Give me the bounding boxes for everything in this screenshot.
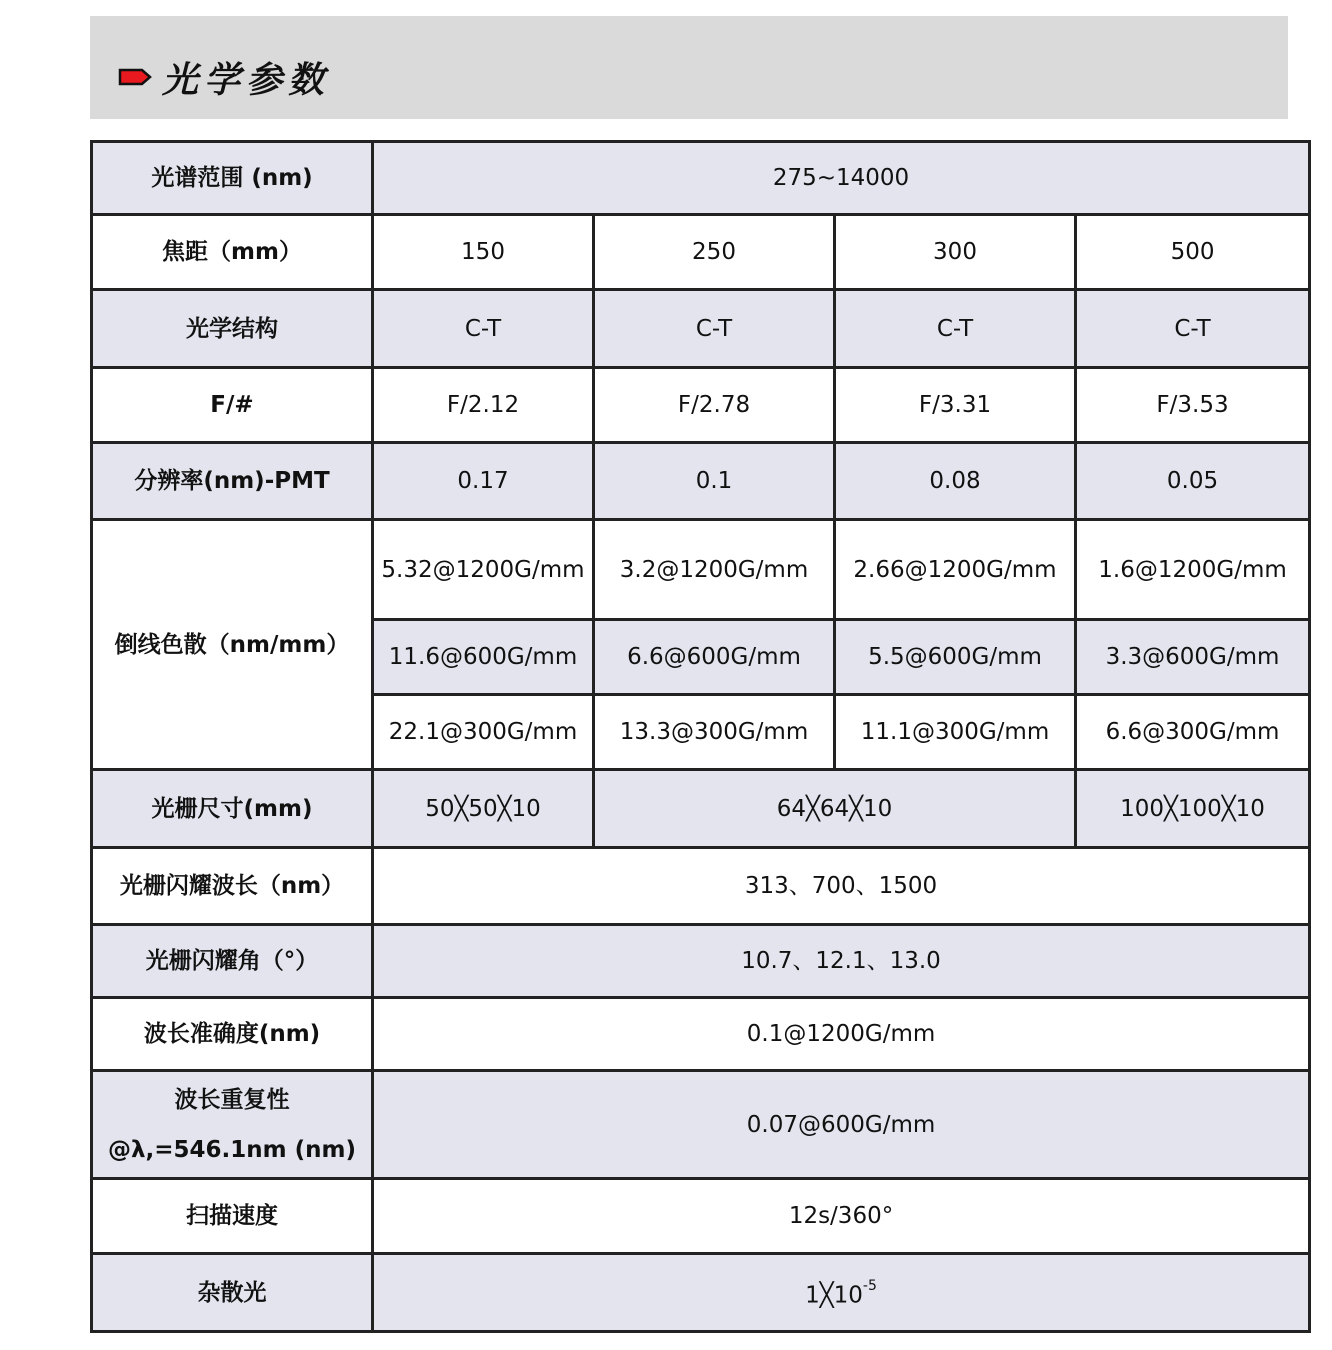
label-repeatability [92, 1071, 373, 1179]
row-repeatability [92, 1071, 1310, 1179]
value-wavelength-accuracy: 0.1@1200G/mm [373, 998, 1310, 1071]
optical-parameters-table [90, 140, 1311, 1333]
cell-resolution: 0.08 [835, 443, 1076, 520]
label-optical-structure: 光学结构 [92, 290, 373, 368]
cell-dispersion: 2.66@1200G/mm [835, 520, 1076, 620]
arrow-tag-icon [118, 68, 152, 86]
value-blaze-angle: 10.7、12.1、13.0 [373, 925, 1310, 998]
section-title: 光学参数 [162, 59, 331, 101]
cell-dispersion: 6.6@300G/mm [1076, 695, 1310, 770]
cell-dispersion: 3.2@1200G/mm [594, 520, 835, 620]
label-blaze-angle: 光栅闪耀角（°） [92, 925, 373, 998]
cell-f-number: F/2.78 [594, 368, 835, 443]
stray-light-base: 1╳10 [805, 1282, 863, 1309]
value-spectral-range: 275~14000 [373, 142, 1310, 215]
cell-resolution: 0.05 [1076, 443, 1310, 520]
label-f-number: F/# [92, 368, 373, 443]
label-focal-length: 焦距（mm） [92, 215, 373, 290]
label-scan-speed: 扫描速度 [92, 1179, 373, 1254]
cell-dispersion: 13.3@300G/mm [594, 695, 835, 770]
row-grating-size [92, 770, 1310, 848]
cell-optical-structure: C-T [1076, 290, 1310, 368]
cell-dispersion: 5.5@600G/mm [835, 620, 1076, 695]
row-stray-light [92, 1254, 1310, 1332]
cell-dispersion: 22.1@300G/mm [373, 695, 594, 770]
label-spectral-range: 光谱范围 (nm) [92, 142, 373, 215]
row-scan-speed [92, 1179, 1310, 1254]
row-blaze-wavelength [92, 848, 1310, 925]
row-spectral-range [92, 142, 1310, 215]
cell-focal-length: 300 [835, 215, 1076, 290]
value-scan-speed: 12s/360° [373, 1179, 1310, 1254]
cell-dispersion: 6.6@600G/mm [594, 620, 835, 695]
label-repeatability-line1: 波长重复性 [174, 1086, 290, 1113]
label-wavelength-accuracy: 波长准确度(nm) [92, 998, 373, 1071]
row-blaze-angle [92, 925, 1310, 998]
stray-light-exponent: -5 [862, 1277, 877, 1294]
cell-focal-length: 150 [373, 215, 594, 290]
cell-resolution: 0.1 [594, 443, 835, 520]
cell-dispersion: 5.32@1200G/mm [373, 520, 594, 620]
cell-focal-length: 500 [1076, 215, 1310, 290]
value-repeatability: 0.07@600G/mm [373, 1071, 1310, 1179]
value-blaze-wavelength: 313、700、1500 [373, 848, 1310, 925]
cell-optical-structure: C-T [594, 290, 835, 368]
section-header [90, 16, 1288, 119]
row-wavelength-accuracy [92, 998, 1310, 1071]
cell-optical-structure: C-T [835, 290, 1076, 368]
row-dispersion-1200 [92, 520, 1310, 620]
cell-dispersion: 11.1@300G/mm [835, 695, 1076, 770]
label-grating-size: 光栅尺寸(mm) [92, 770, 373, 848]
label-resolution: 分辨率(nm)-PMT [92, 443, 373, 520]
cell-grating-size: 100╳100╳10 [1076, 770, 1310, 848]
cell-dispersion: 11.6@600G/mm [373, 620, 594, 695]
value-stray-light [373, 1254, 1310, 1332]
cell-f-number: F/2.12 [373, 368, 594, 443]
cell-optical-structure: C-T [373, 290, 594, 368]
label-repeatability-line2: @λ,=546.1nm (nm) [107, 1136, 357, 1163]
cell-focal-length: 250 [594, 215, 835, 290]
row-resolution [92, 443, 1310, 520]
row-f-number [92, 368, 1310, 443]
label-stray-light: 杂散光 [92, 1254, 373, 1332]
label-blaze-wavelength: 光栅闪耀波长（nm） [92, 848, 373, 925]
cell-dispersion: 1.6@1200G/mm [1076, 520, 1310, 620]
cell-dispersion: 3.3@600G/mm [1076, 620, 1310, 695]
row-focal-length [92, 215, 1310, 290]
cell-f-number: F/3.31 [835, 368, 1076, 443]
cell-grating-size: 64╳64╳10 [594, 770, 1076, 848]
cell-grating-size: 50╳50╳10 [373, 770, 594, 848]
cell-f-number: F/3.53 [1076, 368, 1310, 443]
row-optical-structure [92, 290, 1310, 368]
label-dispersion: 倒线色散（nm/mm） [92, 520, 373, 770]
cell-resolution: 0.17 [373, 443, 594, 520]
